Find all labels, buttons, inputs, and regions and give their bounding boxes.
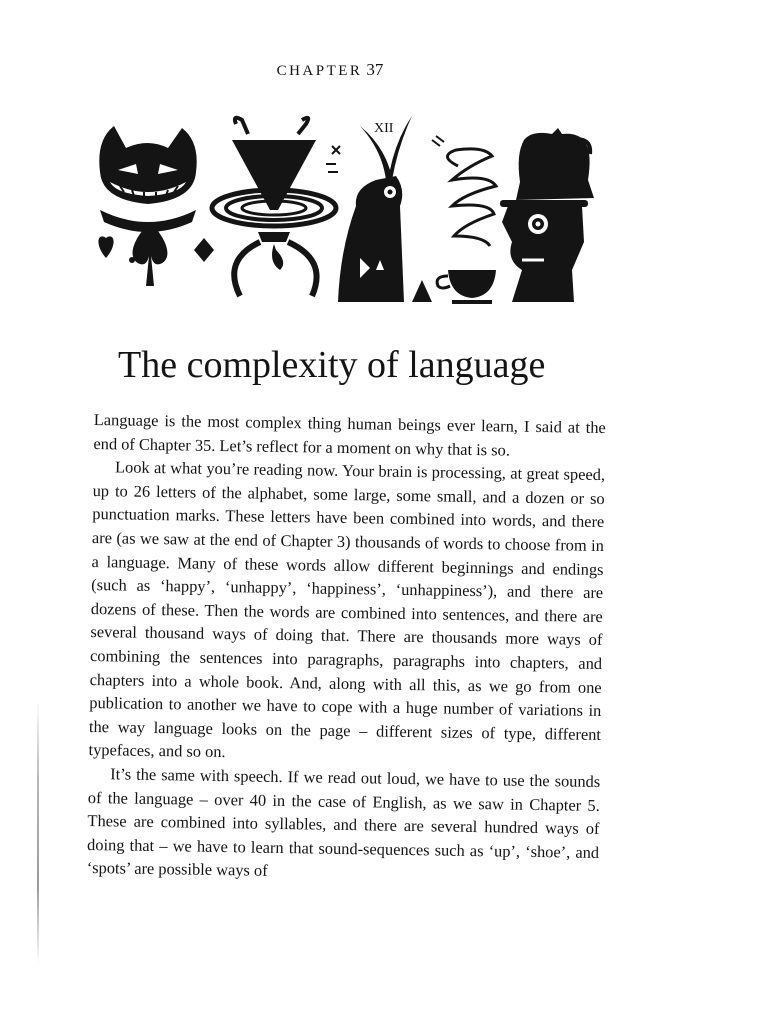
paragraph: Language is the most complex thing human beings ever learn, I said at the end of Chapter 35. Let’s reflect for a moment on why that is so. (93, 409, 606, 460)
chapter-label: CHAPTER (276, 63, 363, 79)
paragraph: It’s the same with speech. If we read out loud, we have to use the sounds of the language – over 40 in the case of English, as we saw in Chapter 5. These are combined into syllables, and there are several hundred ways of doing that – we have to learn that sound-sequences such as ‘up’, ‘shoe’, and ‘spots’ are possible ways of (86, 764, 601, 881)
white-rabbit-icon (326, 116, 432, 302)
caterpillar-mushroom-icon (212, 118, 336, 296)
diamond-icon (194, 238, 214, 262)
spade-icon (129, 222, 167, 286)
cheshire-cat-icon (99, 126, 196, 232)
chapter-title: The complexity of language (118, 344, 546, 386)
chapter-illustration (92, 110, 596, 306)
chapter-heading (230, 60, 430, 80)
body-text (87, 408, 606, 888)
page-gutter-shadow (37, 700, 39, 965)
clock-numeral: XII (374, 121, 394, 136)
teacup-icon (432, 136, 496, 302)
chapter-number: 37 (366, 60, 384, 79)
paragraph: Look at what you’re reading now. Your brain is processing, at great speed, up to 26 letters of the alphabet, some large, some small, and a dozen or so punctuation marks. These letters have been combined into words, and there are (as we saw at the end of Chapter 3) thousands of words to choose from in a language. Many of these words allow different beginnings and endings (such as ‘happy’, ‘unhappy’, ‘happiness’, ‘unhappiness’), and there are dozens of these. Then the words are combined into sentences, and there are several thousand ways of doing that. There are thousands more ways of combining the sentences into paragraphs, paragraphs into chapters, and chapters into a whole book. And, along with all this, as we go from one publication to another we have to cope with a huge number of variations in the way language looks on the page – different sizes of type, different typefaces, and so on. (88, 457, 606, 762)
heart-icon (98, 236, 113, 258)
mad-hatter-icon (500, 128, 594, 302)
